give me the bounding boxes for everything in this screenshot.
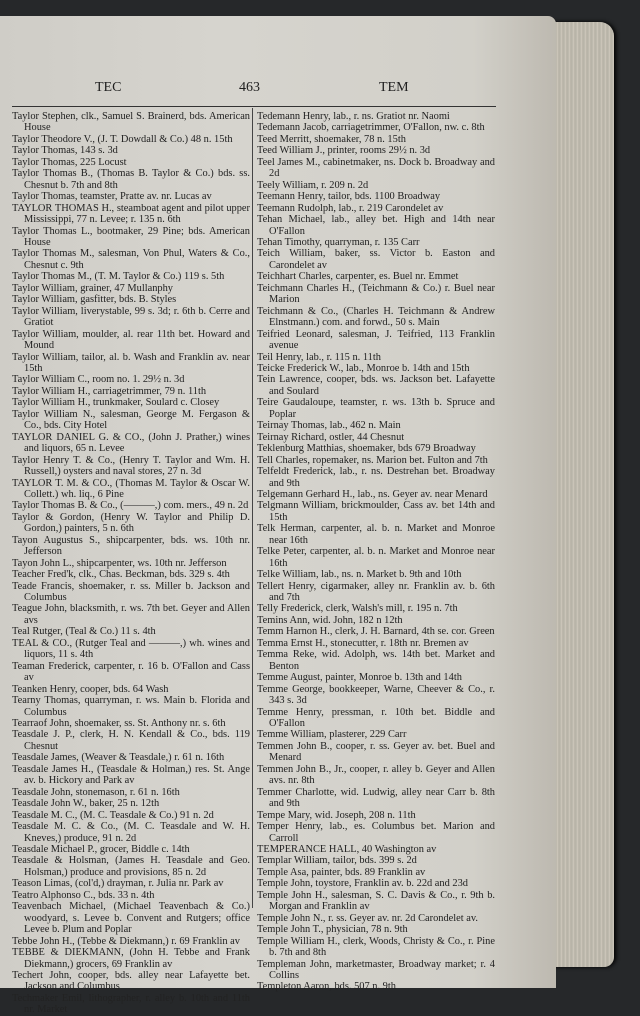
directory-entry: TEAL & CO., (Rutger Teal and ———,) wh. wines and liquors, 11 s. 4th bbox=[12, 637, 250, 661]
directory-entry: Teal Rutger, (Teal & Co.) 11 s. 4th bbox=[12, 626, 156, 638]
directory-entry: Teatro Alphonso C., bds. 33 n. 4th bbox=[12, 889, 155, 901]
directory-entry: Telke William, lab., ns. n. Market b. 9th and 10th bbox=[257, 569, 462, 581]
directory-entry: Teemann Henry, tailor, bds. 1100 Broadway bbox=[257, 191, 441, 203]
directory-entry: Teirnay Richard, ostler, 44 Chesnut bbox=[257, 431, 405, 443]
directory-entry: Tedemann Henry, lab., r. ns. Gratiot nr. Naomi bbox=[257, 111, 450, 122]
directory-entry: Teaman Frederick, carpenter, r. 16 b. O'Fallon and Cass av bbox=[12, 660, 250, 684]
directory-entry: Temmen John B., Jr., cooper, r. alley b. Geyer and Allen avs. nr. 8th bbox=[257, 763, 495, 787]
directory-entry: Telfeldt Frederick, lab., r. ns. Destrehan bet. Broadway and 9th bbox=[257, 466, 495, 489]
header-rule bbox=[12, 106, 496, 107]
directory-entry: Techmaker Emil, lithographer, r. alley b. 10th and 11th nr. Market bbox=[12, 992, 250, 1016]
column-divider bbox=[252, 108, 253, 908]
directory-entry: Taylor Thomas M., salesman, Von Phul, Waters & Co., Chesnut c. 9th bbox=[12, 248, 250, 271]
directory-entry: Taylor Thomas, 225 Locust bbox=[12, 156, 127, 168]
directory-entry: Teanken Henry, cooper, bds. 64 Wash bbox=[12, 683, 169, 695]
directory-entry: Taylor William, tailor, al. b. Wash and Franklin av. near 15th bbox=[12, 351, 250, 374]
directory-entry: Telgmann William, brickmoulder, Cass av. bet 14th and 15th bbox=[257, 500, 495, 523]
directory-entry: Taylor William, grainer, 47 Mullanphy bbox=[12, 282, 173, 294]
directory-entry: Teklenburg Matthias, shoemaker, bds 679 Broadway bbox=[257, 443, 476, 455]
directory-entry: Taylor Stephen, clk., Samuel S. Brainerd, bds. American House bbox=[12, 111, 250, 134]
directory-entry: Tebbe John H., (Tebbe & Diekmann,) r. 69 Franklin av bbox=[12, 935, 240, 947]
directory-entry: Teire Gaudaloupe, teamster, r. ws. 13th b. Spruce and Poplar bbox=[257, 397, 495, 420]
directory-entry: Temper Henry, lab., es. Columbus bet. Marion and Carroll bbox=[257, 821, 495, 844]
directory-entry: Temple John N., r. ss. Geyer av. nr. 2d Carondelet av. bbox=[257, 912, 478, 924]
directory-entry: Teague John, blacksmith, r. ws. 7th bet. Geyer and Allen avs bbox=[12, 603, 250, 626]
directory-entry: Temme Henry, pressman, r. 10th bet. Biddle and O'Fallon bbox=[257, 706, 495, 730]
directory-entry: Techert John, cooper, bds. alley near Lafayette bet. Jackson and Columbus bbox=[12, 969, 250, 993]
directory-entry: Teel James M., cabinetmaker, ns. Dock b. Broadway and 2d bbox=[257, 156, 495, 180]
directory-entry: Tedemann Jacob, carriagetrimmer, O'Fallon, nw. c. 8th bbox=[257, 122, 485, 134]
directory-entry: Teasdale M. C. & Co., (M. C. Teasdale and W. H. Kneves,) produce, 91 n. 2d bbox=[12, 821, 250, 844]
directory-entry: Taylor William H., carriagetrimmer, 79 n. 11th bbox=[12, 385, 207, 397]
directory-entry: Temmer Charlotte, wid. Ludwig, alley near Carr b. 8th and 9th bbox=[257, 786, 495, 810]
directory-entry: Teacher Fred'k, clk., Chas. Beckman, bds. 329 s. 4th bbox=[12, 569, 230, 581]
directory-entry: Teasdale M. C., (M. C. Teasdale & Co.) 91 n. 2d bbox=[12, 809, 214, 821]
directory-entry: Temm Harnon H., clerk, J. H. Barnard, 4th se. cor. Green bbox=[257, 626, 495, 638]
directory-entry: Teirnay Thomas, lab., 462 n. Main bbox=[257, 420, 401, 432]
directory-entry: Teasdale James, (Weaver & Teasdale,) r. 61 n. 16th bbox=[12, 752, 225, 764]
directory-entry: TAYLOR THOMAS H., steamboat agent and pilot upper Mississippi, 77 n. Levee; r. 135 n. 6th bbox=[12, 202, 250, 226]
directory-entry: Templeton Aaron, bds. 507 n. 9th bbox=[257, 981, 396, 993]
directory-entry: Teasdale Michael P., grocer, Biddle c. 14th bbox=[12, 844, 190, 855]
directory-entry: TAYLOR DANIEL G. & CO., (John J. Prather,) wines and liquors, 65 n. Levee bbox=[12, 431, 250, 455]
header-right-guide: TEM bbox=[379, 80, 409, 95]
directory-entry: Teichmann Charles H., (Teichmann & Co.) r. Buel near Marion bbox=[257, 282, 495, 306]
directory-entry: Taylor William N., salesman, George M. Fergason & Co., bds. City Hotel bbox=[12, 408, 250, 432]
directory-entry: Teely William, r. 209 n. 2d bbox=[257, 179, 369, 191]
directory-entry: Taylor Thomas B., (Thomas B. Taylor & Co.) bds. ss. Chesnut b. 7th and 8th bbox=[12, 168, 250, 191]
directory-entry: Temins Ann, wid. John, 182 n 12th bbox=[257, 614, 403, 626]
directory-entry: TEMPERANCE HALL, 40 Washington av bbox=[257, 844, 437, 855]
directory-entry: Teemann Rudolph, lab., r. 219 Carondelet av bbox=[257, 202, 444, 214]
directory-entry: Taylor William, moulder, al. rear 11th bet. Howard and Mound bbox=[12, 328, 250, 352]
header-left-guide: TEC bbox=[95, 80, 122, 95]
directory-entry: Taylor William H., trunkmaker, Soulard c. Closey bbox=[12, 397, 220, 409]
directory-entry: Teil Henry, lab., r. 115 n. 11th bbox=[257, 351, 381, 363]
directory-entry: TEBBE & DIEKMANN, (John H. Tebbe and Frank Diekmann,) grocers, 69 Franklin av bbox=[12, 947, 250, 970]
directory-entry: Temple John T., physician, 78 n. 9th bbox=[257, 924, 408, 936]
directory-entry: Teichhart Charles, carpenter, es. Buel nr. Emmet bbox=[257, 271, 459, 283]
directory-entry: Teich William, baker, ss. Victor b. Easton and Carondelet av bbox=[257, 248, 495, 271]
right-column bbox=[257, 111, 495, 993]
directory-entry: Taylor Thomas L., bootmaker, 29 Pine; bds. American House bbox=[12, 225, 250, 248]
left-column bbox=[12, 111, 250, 1016]
directory-entry: Teasdale & Holsman, (James H. Teasdale and Geo. Holsman,) produce and provisions, 85 n. 2d bbox=[12, 855, 250, 878]
directory-entry: Teed William J., printer, rooms 29½ n. 3d bbox=[257, 145, 431, 157]
running-header bbox=[0, 80, 500, 100]
directory-entry: Teavenbach Michael, (Michael Teavenbach & Co.) woodyard, s. Levee b. Convent and Rutgers; office Levee b. Plum and Poplar bbox=[12, 901, 250, 936]
directory-entry: Teason Limas, (col'd,) drayman, r. Julia nr. Park av bbox=[12, 878, 224, 890]
directory-entry: Taylor & Gordon, (Henry W. Taylor and Philip D. Gordon,) painters, 5 n. 6th bbox=[12, 511, 250, 535]
directory-entry: Teasdale James H., (Teasdale & Holman,) res. St. Ange av. b. Hickory and Park av bbox=[12, 763, 250, 787]
directory-entry: Temme William, plasterer, 229 Carr bbox=[257, 729, 407, 741]
directory-entry: Taylor Thomas, 143 s. 3d bbox=[12, 145, 118, 157]
directory-entry: Tayon John L., shipcarpenter, ws. 10th nr. Jefferson bbox=[12, 557, 227, 569]
directory-entry: Tehan Michael, lab., alley bet. High and 14th near O'Fallon bbox=[257, 214, 495, 237]
directory-entry: TAYLOR T. M. & CO., (Thomas M. Taylor & Oscar W. Collett.) wh. liq., 6 Pine bbox=[12, 477, 250, 500]
page-number: 463 bbox=[239, 80, 260, 95]
directory-entry: Telke Peter, carpenter, al. b. n. Market and Monroe near 16th bbox=[257, 546, 495, 569]
directory-entry: Temple William H., clerk, Woods, Christy & Co., r. Pine b. 7th and 8th bbox=[257, 935, 495, 959]
directory-entry: Temmen John B., cooper, r. ss. Geyer av. bet. Buel and Menard bbox=[257, 740, 495, 764]
directory-entry: Telgemann Gerhard H., lab., ns. Geyer av. near Menard bbox=[257, 488, 488, 500]
directory-entry: Telk Herman, carpenter, al. b. n. Market and Monroe near 16th bbox=[257, 523, 495, 546]
directory-page bbox=[0, 16, 556, 1016]
directory-entry: Taylor Thomas B. & Co., (———,) com. mers., 49 n. 2d bbox=[12, 500, 249, 512]
directory-entry: Taylor Thomas, teamster, Pratte av. nr. Lucas av bbox=[12, 191, 212, 203]
directory-entry: Tein Lawrence, cooper, bds. ws. Jackson bet. Lafayette and Soulard bbox=[257, 374, 495, 397]
directory-entry: Temma Reke, wid. Adolph, ws. 14th bet. Market and Benton bbox=[257, 649, 495, 672]
directory-entry: Temma Ernst H., stonecutter, r. 18th nr. Bremen av bbox=[257, 637, 469, 649]
directory-entry: Teichmann & Co., (Charles H. Teichmann & Andrew Elnstmann.) com. and forwd., 50 s. Main bbox=[257, 305, 495, 329]
directory-entry: Templeman John, marketmaster, Broadway market; r. 4 Collins bbox=[257, 958, 495, 981]
directory-entry: Tempe Mary, wid. Joseph, 208 n. 11th bbox=[257, 809, 416, 821]
directory-entry: Taylor Theodore V., (J. T. Dowdall & Co.) 48 n. 15th bbox=[12, 133, 233, 145]
directory-entry: Teasdale J. P., clerk, H. N. Kendall & Co., bds. 119 Chesnut bbox=[12, 729, 250, 752]
directory-entry: Temple John, toystore, Franklin av. b. 22d and 23d bbox=[257, 878, 468, 890]
directory-entry: Tell Charles, ropemaker, ns. Marion bet. Fulton and 7th bbox=[257, 454, 488, 466]
directory-entry: Teed Merritt, shoemaker, 78 n. 15th bbox=[257, 133, 406, 145]
directory-entry: Tearraof John, shoemaker, ss. St. Anthony nr. s. 6th bbox=[12, 718, 226, 730]
directory-entry: Tellert Henry, cigarmaker, alley nr. Franklin av. b. 6th and 7th bbox=[257, 580, 495, 604]
directory-entry: Teasdale John, stonemason, r. 61 n. 16th bbox=[12, 786, 180, 798]
directory-entry: Temple John H., salesman, S. C. Davis & Co., r. 9th b. Morgan and Franklin av bbox=[257, 889, 495, 913]
directory-entry: Taylor William, liverystable, 99 s. 3d; r. 6th b. Cerre and Gratiot bbox=[12, 305, 250, 329]
directory-entry: Taylor William C., room no. 1. 29½ n. 3d bbox=[12, 374, 185, 386]
directory-entry: Teade Francis, shoemaker, r. ss. Miller b. Jackson and Columbus bbox=[12, 580, 250, 604]
directory-entry: Taylor William, gasfitter, bds. B. Styles bbox=[12, 294, 177, 306]
directory-entry: Tearny Thomas, quarryman, r. ws. Main b. Florida and Columbus bbox=[12, 695, 250, 718]
directory-entry: Temme George, bookkeeper, Warne, Cheever & Co., r. 343 s. 3d bbox=[257, 683, 495, 707]
directory-entry: Temple Asa, painter, bds. 89 Franklin av bbox=[257, 866, 426, 878]
directory-entry: Templar William, tailor, bds. 399 s. 2d bbox=[257, 855, 417, 867]
directory-entry: Teicke Frederick W., lab., Monroe b. 14th and 15th bbox=[257, 362, 470, 374]
directory-entry: Telly Frederick, clerk, Walsh's mill, r. 195 n. 7th bbox=[257, 603, 458, 615]
directory-entry: Tehan Timothy, quarryman, r. 135 Carr bbox=[257, 236, 420, 248]
directory-entry: Temme August, painter, Monroe b. 13th and 14th bbox=[257, 672, 462, 684]
directory-entry: Taylor Henry T. & Co., (Henry T. Taylor and Wm. H. Russell,) oysters and naval stores, 27 n. 3d bbox=[12, 454, 250, 478]
directory-entry: Taylor Thomas M., (T. M. Taylor & Co.) 119 s. 5th bbox=[12, 271, 225, 283]
directory-entry: Teasdale John W., baker, 25 n. 12th bbox=[12, 798, 160, 810]
directory-entry: Tayon Augustus S., shipcarpenter, bds. ws. 10th nr. Jefferson bbox=[12, 534, 250, 558]
directory-entry: Teifried Leonard, salesman, J. Teifried, 113 Franklin avenue bbox=[257, 328, 495, 352]
